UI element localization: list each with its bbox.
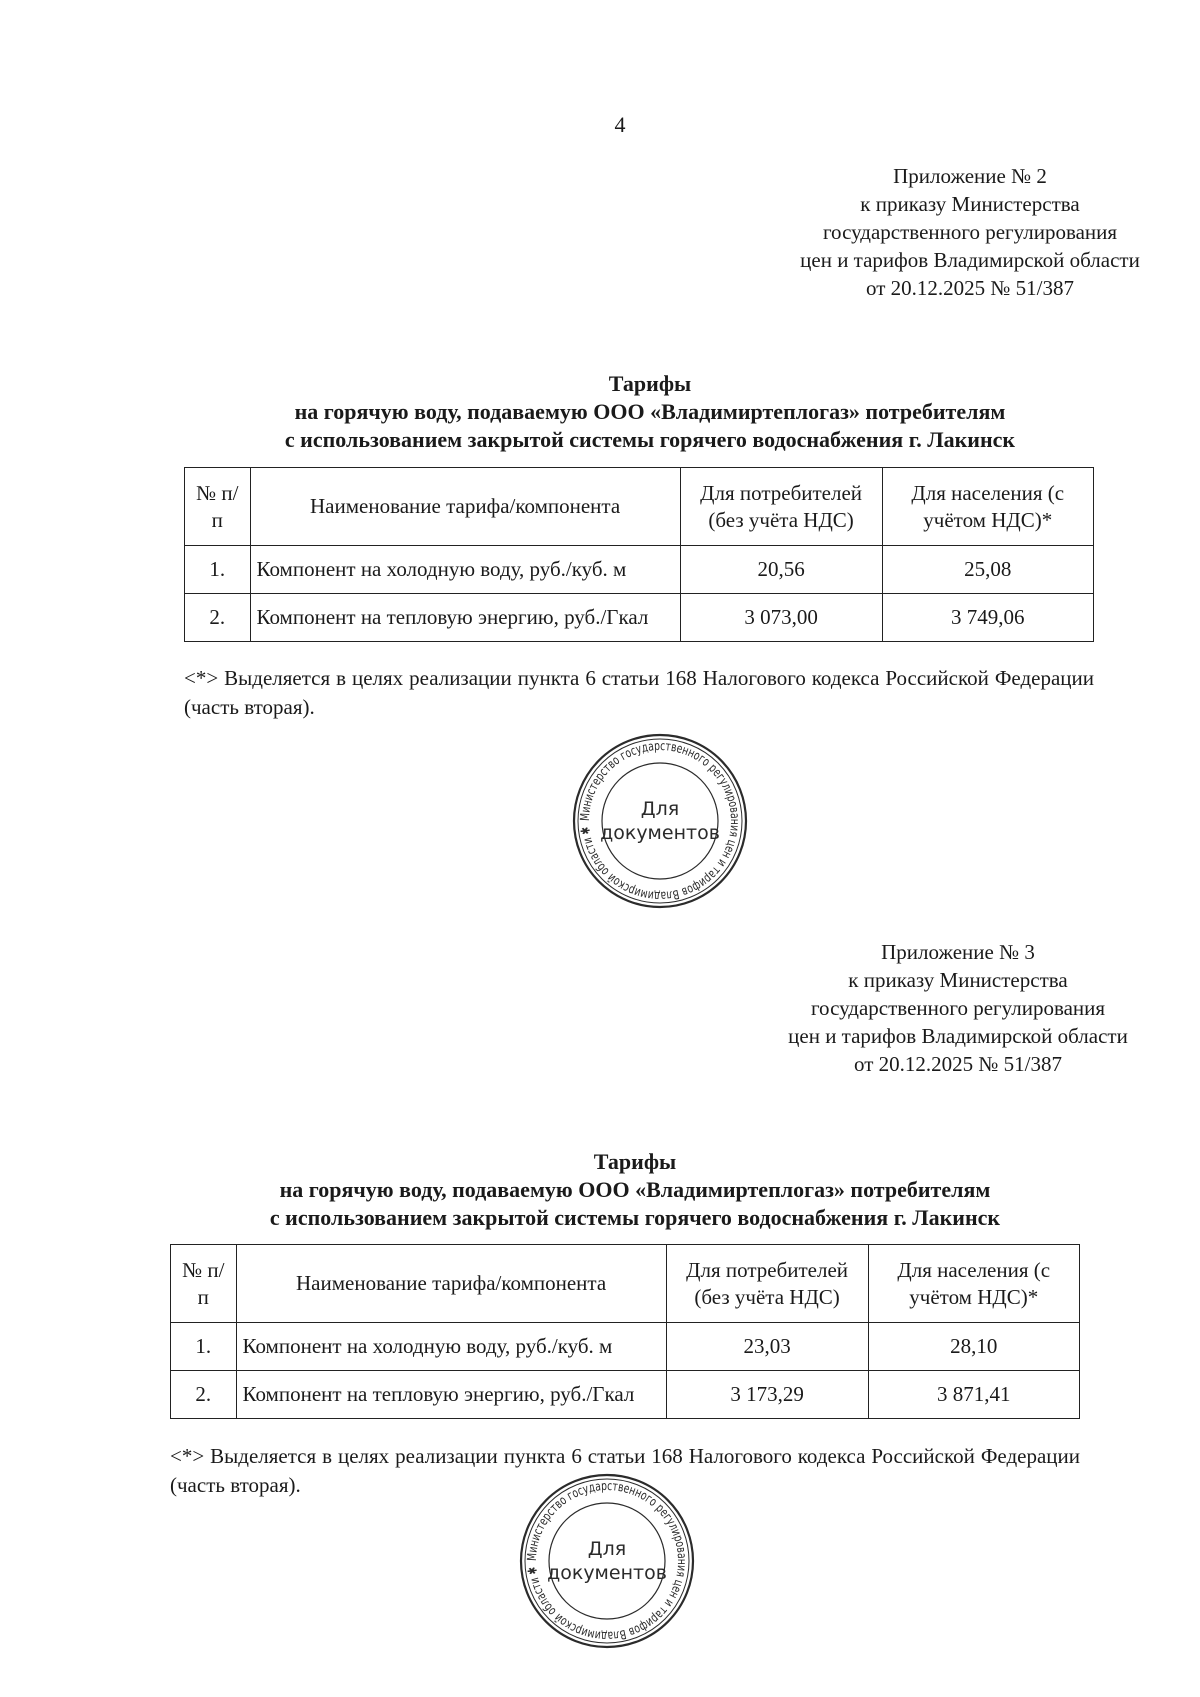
- table-header-row: [185, 468, 1094, 546]
- tariff-table-2: [170, 1244, 1080, 1419]
- row-population: 28,10: [868, 1323, 1080, 1371]
- tariff-title-1: [190, 370, 1110, 454]
- appendix-3-header: [728, 938, 1188, 1078]
- appendix-line: от 20.12.2025 № 51/387: [853, 1052, 1063, 1076]
- header-consumers: Для потребителей (без учёта НДС): [680, 468, 882, 546]
- stamp-center-line: Для: [640, 798, 680, 820]
- appendix-line: цен и тарифов Владимирской области: [800, 248, 1140, 272]
- stamp-seal-icon: [519, 1473, 695, 1649]
- row-num: 2.: [171, 1371, 237, 1419]
- stamp-ring-text: Министерство государственного регулирования цен и тарифов Владимирской области ✱: [523, 1477, 691, 1645]
- row-population: 3 871,41: [868, 1371, 1080, 1419]
- stamp-seal-icon: [572, 733, 748, 909]
- table-row: [185, 546, 1094, 594]
- title-line: с использованием закрытой системы горячего водоснабжения г. Лакинск: [284, 427, 1016, 452]
- tariff-table-1: [184, 467, 1094, 642]
- header-name: Наименование тарифа/компонента: [236, 1245, 666, 1323]
- appendix-2-header: [740, 162, 1200, 302]
- appendix-line: Приложение № 2: [893, 164, 1047, 188]
- document-stamp: [519, 1473, 695, 1654]
- appendix-line: Приложение № 3: [881, 940, 1035, 964]
- appendix-line: от 20.12.2025 № 51/387: [865, 276, 1075, 300]
- title-line: Тарифы: [608, 371, 692, 396]
- appendix-line: государственного регулирования: [822, 220, 1118, 244]
- title-line: на горячую воду, подаваемую ООО «Владимиртеплогаз» потребителям: [279, 1177, 991, 1202]
- header-consumers: Для потребителей (без учёта НДС): [666, 1245, 868, 1323]
- stamp-ring-text: Министерство государственного регулирования цен и тарифов Владимирской области ✱: [576, 737, 744, 905]
- appendix-line: цен и тарифов Владимирской области: [788, 1024, 1128, 1048]
- row-consumers: 3 073,00: [680, 594, 882, 642]
- appendix-line: к приказу Министерства: [848, 968, 1068, 992]
- table-header-row: [171, 1245, 1080, 1323]
- row-name: Компонент на холодную воду, руб./куб. м: [236, 1323, 666, 1371]
- row-consumers: 3 173,29: [666, 1371, 868, 1419]
- title-line: на горячую воду, подаваемую ООО «Владимиртеплогаз» потребителям: [294, 399, 1006, 424]
- row-num: 1.: [185, 546, 251, 594]
- stamp-center-line: Для: [587, 1538, 627, 1560]
- row-population: 25,08: [882, 546, 1094, 594]
- row-consumers: 23,03: [666, 1323, 868, 1371]
- table-row: [171, 1323, 1080, 1371]
- header-name: Наименование тарифа/компонента: [250, 468, 680, 546]
- page-number: 4: [614, 112, 626, 137]
- table-row: [171, 1371, 1080, 1419]
- appendix-line: к приказу Министерства: [860, 192, 1080, 216]
- appendix-line: государственного регулирования: [810, 996, 1106, 1020]
- footnote-2: <*> Выделяется в целях реализации пункта 6 статьи 168 Налогового кодекса Российской Федерации (часть вторая).: [170, 1444, 1080, 1497]
- title-line: Тарифы: [593, 1149, 677, 1174]
- row-consumers: 20,56: [680, 546, 882, 594]
- title-line: с использованием закрытой системы горячего водоснабжения г. Лакинск: [269, 1205, 1001, 1230]
- stamp-center-line: документов: [600, 822, 720, 844]
- row-population: 3 749,06: [882, 594, 1094, 642]
- table-row: [185, 594, 1094, 642]
- row-num: 2.: [185, 594, 251, 642]
- row-name: Компонент на тепловую энергию, руб./Гкал: [236, 1371, 666, 1419]
- header-num: № п/п: [185, 468, 251, 546]
- header-population: Для населения (с учётом НДС)*: [868, 1245, 1080, 1323]
- header-population: Для населения (с учётом НДС)*: [882, 468, 1094, 546]
- header-num: № п/п: [171, 1245, 237, 1323]
- row-name: Компонент на тепловую энергию, руб./Гкал: [250, 594, 680, 642]
- row-num: 1.: [171, 1323, 237, 1371]
- row-name: Компонент на холодную воду, руб./куб. м: [250, 546, 680, 594]
- document-stamp: [572, 733, 748, 914]
- stamp-center-line: документов: [547, 1562, 667, 1584]
- tariff-title-2: [175, 1148, 1095, 1232]
- footnote-1: <*> Выделяется в целях реализации пункта 6 статьи 168 Налогового кодекса Российской Федерации (часть вторая).: [184, 666, 1094, 719]
